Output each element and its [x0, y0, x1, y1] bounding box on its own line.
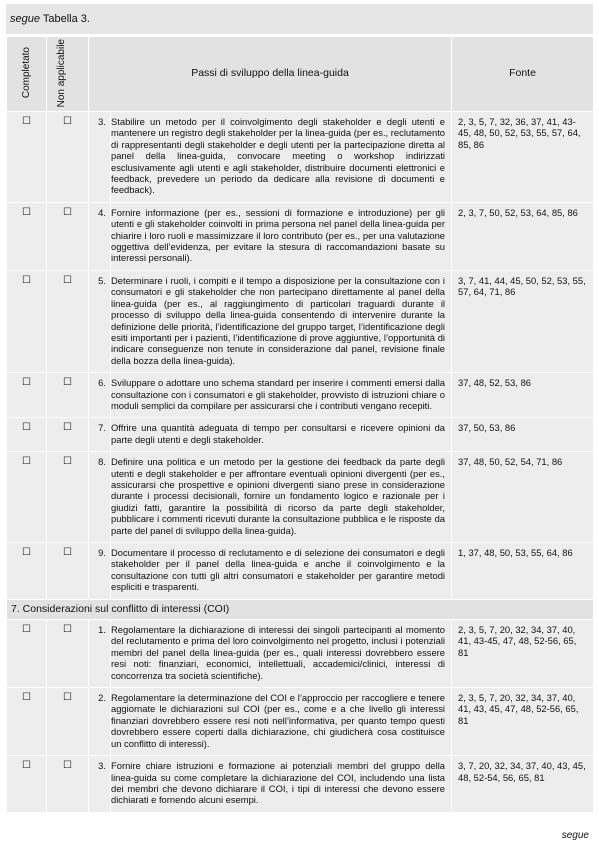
not-applicable-checkbox[interactable]: ☐	[47, 112, 89, 203]
continued-label: segue	[561, 830, 589, 841]
step-source: 2, 3, 5, 7, 32, 36, 37, 41, 43-45, 48, 50, 52, 53, 55, 57, 64, 85, 86	[452, 112, 594, 203]
step-source: 3, 7, 41, 44, 45, 50, 52, 53, 55, 57, 64, 71, 86	[452, 270, 594, 372]
completed-checkbox[interactable]: ☐	[7, 202, 47, 270]
step-text: Regolamentare la determinazione del COI e l’approccio per raccogliere e tenere aggiornate le dichiarazioni sul COI (per es., come e a che livello gli interessi finanziari dovrebbero essere resi noti nell’informativa, per quanto tempo questi dovrebbero essere coperti dalla dichiarazione, chi giudicherà cosa costituisce un conflitto di interessi).	[111, 688, 452, 756]
completed-checkbox[interactable]: ☐	[7, 418, 47, 452]
completed-checkbox[interactable]: ☐	[7, 452, 47, 543]
header-source: Fonte	[452, 37, 594, 112]
table-row	[7, 373, 594, 418]
step-number: 4.	[89, 202, 111, 270]
step-source: 2, 3, 5, 7, 20, 32, 34, 37, 40, 41, 43, 45, 47, 48, 52-56, 65, 81	[452, 688, 594, 756]
table-row	[7, 418, 594, 452]
step-text: Determinare i ruoli, i compiti e il tempo a disposizione per la consultazione con i consumatori e gli stakeholder che non partecipano direttamente al panel della linea-guida (per es., al raggiungimento di particolari traguardi durante il processo di sviluppo della linea-guida consentendo di intervenire durante la definizione delle priorità, l’identificazione del gruppo target, l’identificazione degli esiti importanti per i pazienti, l’identificazione di prove aggiuntive, l’opportunità di indicare conseguenze non tenute in considerazione dal panel, revisione finale della bozza della linea-guida).	[111, 270, 452, 372]
header-not-applicable: Non applicabile	[47, 37, 89, 112]
table-row	[7, 452, 594, 543]
step-text: Definire una politica e un metodo per la gestione dei feedback da parte degli utenti e degli stakeholder e per affrontare eventuali opinioni divergenti (per es., assicurarsi che prospettive e opinioni divergenti siano prese in considerazione durante i processi decisionali, fornire un fondamento logico e razionale per i giudizi fatti, garantire la possibilità di ricorso da parte degli stakeholder, pubblicare i commenti ricevuti durante la consultazione pubblica e le risposte da parte del panel di sviluppo della linea-guida).	[111, 452, 452, 543]
checklist-table	[6, 36, 594, 813]
table-row	[7, 543, 594, 600]
step-number: 3.	[89, 756, 111, 813]
not-applicable-checkbox[interactable]: ☐	[47, 620, 89, 688]
table-row	[7, 202, 594, 270]
step-text: Stabilire un metodo per il coinvolgimento degli stakeholder e degli utenti e mantenere un registro degli stakeholder per la linea-guida (per es., reclutamento di rappresentanti degli stakeholder e degli utenti per la partecipazione diretta al panel della linea-guida, convocare meeting o workshop indirizzati esclusivamente agli utenti e agli stakeholder, distribuire documenti elettronici e feedback, prevedere un periodo da dedicare alla revisione di documenti e feedback).	[111, 112, 452, 203]
table-row	[7, 112, 594, 203]
step-number: 1.	[89, 620, 111, 688]
completed-checkbox[interactable]: ☐	[7, 543, 47, 600]
header-steps: Passi di sviluppo della linea-guida	[89, 37, 452, 112]
section-6-rows	[7, 112, 594, 600]
step-number: 3.	[89, 112, 111, 203]
table-row	[7, 270, 594, 372]
not-applicable-checkbox[interactable]: ☐	[47, 688, 89, 756]
table-row	[7, 756, 594, 813]
not-applicable-checkbox[interactable]: ☐	[47, 373, 89, 418]
step-source: 2, 3, 7, 50, 52, 53, 64, 85, 86	[452, 202, 594, 270]
not-applicable-checkbox[interactable]: ☐	[47, 452, 89, 543]
not-applicable-checkbox[interactable]: ☐	[47, 202, 89, 270]
completed-checkbox[interactable]: ☐	[7, 688, 47, 756]
step-text: Sviluppare o adottare uno schema standard per inserire i commenti emersi dalla consultazione con i consumatori e gli stakeholder, provvisto di istruzioni chiare o moduli semplici da compilare per assicurarsi che i contributi vengano recepiti.	[111, 373, 452, 418]
not-applicable-checkbox[interactable]: ☐	[47, 756, 89, 813]
step-source: 1, 37, 48, 50, 53, 55, 64, 86	[452, 543, 594, 600]
table-caption	[6, 4, 593, 34]
step-number: 5.	[89, 270, 111, 372]
step-text: Fornire informazione (per es., sessioni di formazione e introduzione) per gli utenti e gli stakeholder coinvolti in prima persona nel panel della linea-guida per chiarire i loro ruoli e massimizzare il loro contributo (per es., per una valutazione oggettiva dell’evidenza, per evitare la stesura di raccomandazioni basate su interessi personali).	[111, 202, 452, 270]
completed-checkbox[interactable]: ☐	[7, 270, 47, 372]
step-number: 2.	[89, 688, 111, 756]
table-header	[7, 37, 594, 112]
completed-checkbox[interactable]: ☐	[7, 620, 47, 688]
step-number: 7.	[89, 418, 111, 452]
section-header-coi	[7, 599, 594, 619]
not-applicable-checkbox[interactable]: ☐	[47, 270, 89, 372]
table-row	[7, 620, 594, 688]
step-text: Fornire chiare istruzioni e formazione ai potenziali membri del gruppo della linea-guida su come completare la dichiarazione del COI, includendo una lista dei membri che devono dichiarare il COI, i tipi di interessi che devono essere dichiarati e fornendo alcuni esempi.	[111, 756, 452, 813]
section-7-rows	[7, 620, 594, 813]
not-applicable-checkbox[interactable]: ☐	[47, 543, 89, 600]
table-row	[7, 688, 594, 756]
step-text: Regolamentare la dichiarazione di interessi dei singoli partecipanti al momento del reclutamento e prima del loro coinvolgimento nel progetto, inclusi i potenziali membri del panel della linea-guida (per es., quali interessi dovrebbero essere resi noti: finanziari, economici, intellettuali, accademici/clinici, interessi di concorrenza tra società scientifiche).	[111, 620, 452, 688]
step-source: 37, 50, 53, 86	[452, 418, 594, 452]
step-text: Documentare il processo di reclutamento e di selezione dei consumatori e degli stakeholder per il panel della linea-guida e anche il coinvolgimento e la consultazione con tutti gli altri consumatori e stakeholder per garantire metodi espliciti e trasparenti.	[111, 543, 452, 600]
step-source: 2, 3, 5, 7, 20, 32, 34, 37, 40, 41, 43-45, 47, 48, 52-56, 65, 81	[452, 620, 594, 688]
header-completed: Completato	[7, 37, 47, 112]
caption-title: Tabella 3.	[42, 13, 90, 25]
step-number: 8.	[89, 452, 111, 543]
step-number: 6.	[89, 373, 111, 418]
not-applicable-checkbox[interactable]: ☐	[47, 418, 89, 452]
step-source: 37, 48, 50, 52, 54, 71, 86	[452, 452, 594, 543]
caption-prefix: segue	[10, 13, 40, 25]
completed-checkbox[interactable]: ☐	[7, 373, 47, 418]
section-label: 7. Considerazioni sul conflitto di interessi (COI)	[7, 599, 594, 619]
step-source: 3, 7, 20, 32, 34, 37, 40, 43, 45, 48, 52-54, 56, 65, 81	[452, 756, 594, 813]
completed-checkbox[interactable]: ☐	[7, 112, 47, 203]
step-text: Offrire una quantità adeguata di tempo per consultarsi e ricevere opinioni da parte degli utenti e degli stakeholder.	[111, 418, 452, 452]
step-source: 37, 48, 52, 53, 86	[452, 373, 594, 418]
step-number: 9.	[89, 543, 111, 600]
completed-checkbox[interactable]: ☐	[7, 756, 47, 813]
